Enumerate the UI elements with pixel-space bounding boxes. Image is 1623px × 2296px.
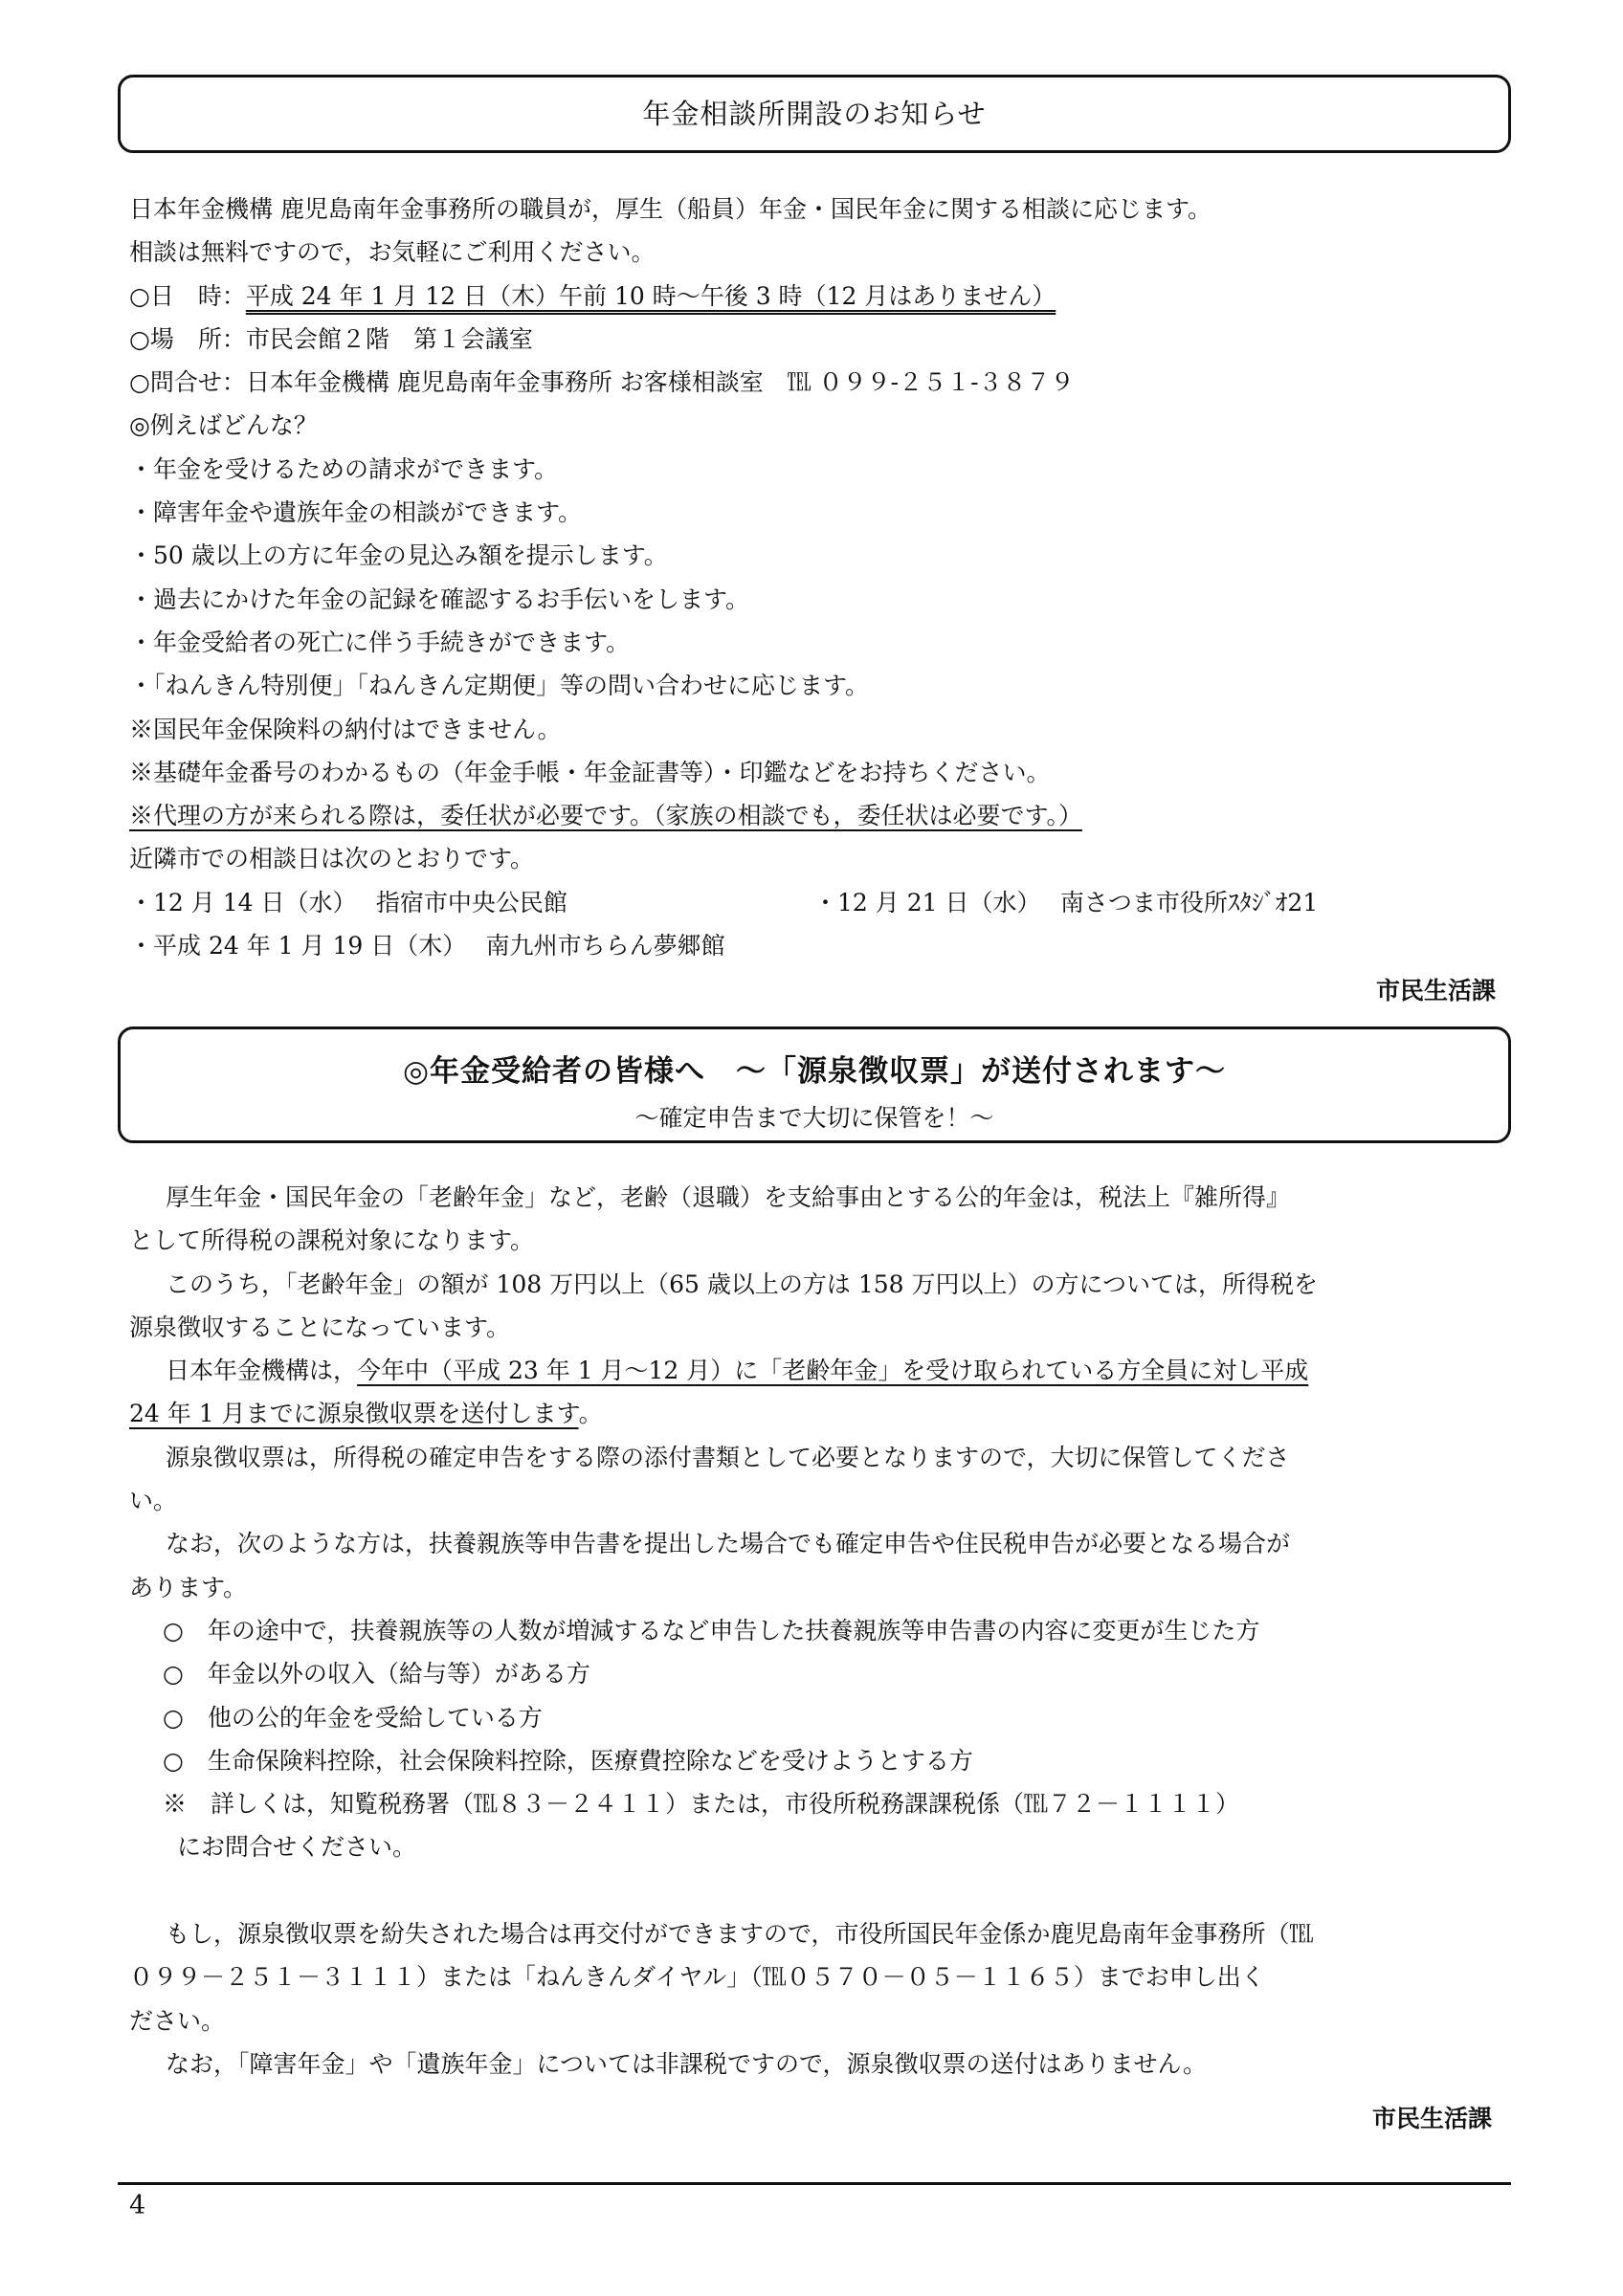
example-item: ・過去にかけた年金の記録を確認するお手伝いをします。 (129, 585, 750, 613)
date-label: ○日 時： (129, 281, 246, 310)
section2-title-box (118, 1027, 1511, 1143)
example-item: ・年金を受けるための請求ができます。 (129, 454, 559, 483)
list-item: ○ 年金以外の収入（給与等）がある方 (163, 1660, 590, 1689)
intro-line-2: 相談は無料ですので，お気軽にご利用ください。 (129, 238, 656, 267)
proxy-note-text: ※代理の方が来られる際は，委任状が必要です。（家族の相談でも，委任状は必要です。） (129, 802, 1083, 830)
p3-end: 。 (578, 1400, 603, 1428)
list-item: ○ 年の途中で，扶養親族等の人数が増減するなど申告した扶養親族等申告書の内容に変更が生じた方 (163, 1616, 1260, 1645)
paragraph-line (129, 1349, 1498, 1392)
note-line: ※基礎年金番号のわかるもの（年金手帳・年金証書等）・印鑑などをお持ちください。 (129, 758, 1051, 786)
section2-signature: 市民生活課 (1371, 2105, 1492, 2132)
nearby-heading: 近隣市での相談日は次のとおりです。 (129, 845, 535, 873)
p3-underlined-1: 今年中（平成 23 年 1 月～12 月）に「老齢年金」を受け取られている方全員に対し平成 (357, 1357, 1309, 1385)
paragraph-line: ださい。 (129, 2006, 226, 2035)
list-item-continuation: にお問合せください。 (177, 1833, 417, 1862)
blank-line (129, 1869, 1498, 1912)
section2-title: ◎年金受給者の皆様へ ～「源泉徴収票」が送付されます～ (402, 1054, 1227, 1089)
section1-signature: 市民生活課 (1375, 977, 1496, 1004)
section1-body (129, 188, 1498, 967)
section2-body (129, 1176, 1498, 2086)
proxy-note (129, 794, 1498, 837)
paragraph-line: ０９９－２５１－３１１１）または「ねんきんダイヤル」（℡０５７０－０５－１１６５）までお申し出く (129, 1963, 1265, 1992)
p3-underlined-2: 24 年 1 月までに源泉徴収票を送付します (129, 1400, 579, 1428)
footer-rule (118, 2182, 1511, 2185)
page-number: 4 (129, 2191, 146, 2220)
note-line: ※国民年金保険料の納付はできません。 (129, 715, 562, 743)
paragraph-line: 源泉徴収票は，所得税の確定申告をする際の添付書類として必要となりますので，大切に保管してくださ (166, 1443, 1290, 1471)
paragraph-line: なお，次のような方は，扶養親族等申告書を提出した場合でも確定申告や住民税申告が必要となる場合が (166, 1530, 1291, 1558)
list-item: ※ 詳しくは，知覧税務署（℡８３－２４１１）または，市役所税務課課税係（℡７２－１１１１） (163, 1790, 1240, 1819)
nearby-right: ・12 月 21 日（水） 南さつま市役所ｽﾀｼﾞｵ21 (813, 888, 1319, 916)
example-item: ・「ねんきん特別便」「ねんきん定期便」等の問い合わせに応じます。 (129, 672, 870, 700)
example-item: ・障害年金や遺族年金の相談ができます。 (129, 498, 583, 527)
examples-heading: ◎例えばどんな？ (129, 411, 318, 440)
section1-title-box (118, 75, 1511, 153)
paragraph-line: このうち，「老齢年金」の額が 108 万円以上（65 歳以上の方は 158 万円以上）の方については，所得税を (166, 1269, 1318, 1298)
list-item: ○ 生命保険料控除，社会保険料控除，医療費控除などを受けようとする方 (163, 1746, 973, 1775)
paragraph-line: なお，「障害年金」や「遺族年金」については非課税ですので，源泉徴収票の送付はありません。 (166, 2049, 1208, 2078)
example-item: ・年金受給者の死亡に伴う手続きができます。 (129, 628, 631, 656)
date-row (129, 275, 1498, 318)
paragraph-line: もし，源泉徴収票を紛失された場合は再交付ができますので，市役所国民年金係か鹿児島南年金事務所（℡ (166, 1920, 1314, 1949)
paragraph-line: い。 (129, 1487, 178, 1515)
example-item: ・50 歳以上の方に年金の見込み額を提示します。 (129, 541, 668, 570)
section1-title: 年金相談所開設のお知らせ (642, 98, 987, 130)
paragraph-line: あります。 (129, 1573, 248, 1601)
p3-lead: 日本年金機構は， (166, 1357, 358, 1385)
paragraph-line: として所得税の課税対象になります。 (129, 1226, 535, 1255)
paragraph-line (129, 1392, 1498, 1435)
date-value: 平成 24 年 1 月 12 日（木）午前 10 時～午後 3 時（12 月はありません） (245, 281, 1056, 310)
place-row: ○場 所：市民会館２階 第１会議室 (129, 324, 533, 353)
nearby-row (129, 881, 1498, 924)
contact-row: ○問合せ：日本年金機構 鹿児島南年金事務所 お客様相談室 ℡ ０９９-２５１-３８７９ (129, 368, 1075, 397)
nearby-left: ・平成 24 年 1 月 19 日（木） 南九州市ちらん夢郷館 (129, 932, 725, 960)
paragraph-line: 厚生年金・国民年金の「老齢年金」など，老齢（退職）を支給事由とする公的年金は，税法上『雑所得』 (166, 1183, 1291, 1211)
list-item: ○ 他の公的年金を受給している方 (163, 1703, 543, 1732)
nearby-left: ・12 月 14 日（水） 指宿市中央公民館 (129, 888, 567, 916)
paragraph-line: 源泉徴収することになっています。 (129, 1313, 511, 1341)
intro-line-1: 日本年金機構 鹿児島南年金事務所の職員が，厚生（船員）年金・国民年金に関する相談に応じます。 (129, 195, 1212, 223)
nearby-row (129, 924, 1498, 967)
section2-subtitle: ～確定申告まで大切に保管を！～ (634, 1104, 994, 1132)
